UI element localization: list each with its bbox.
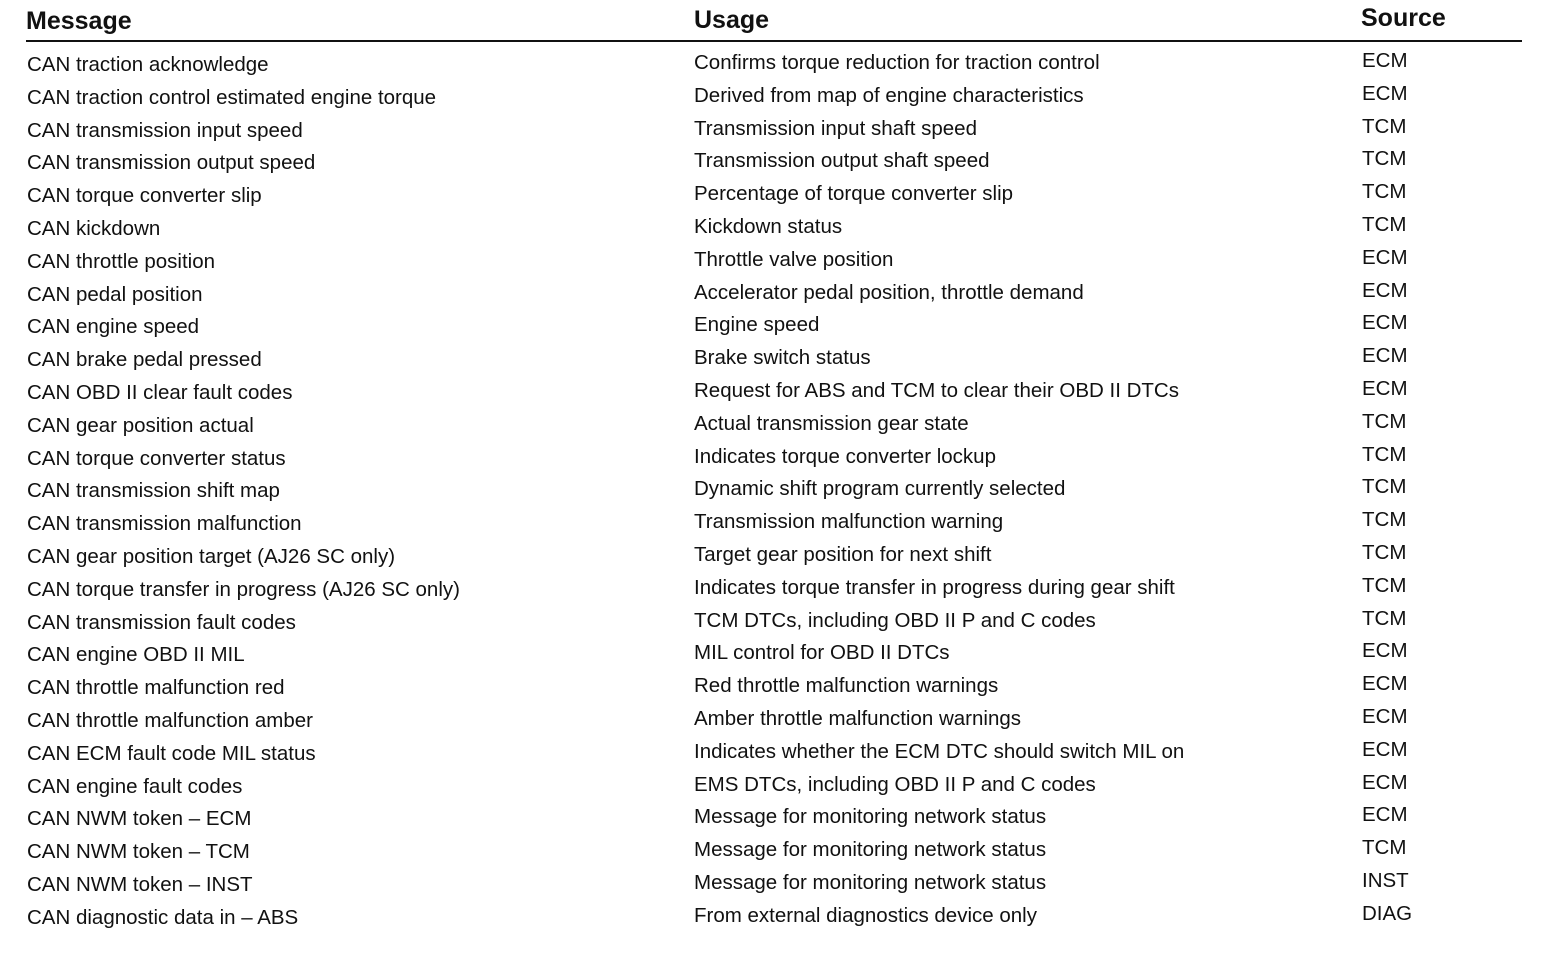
table-header xyxy=(26,0,1522,42)
cell-message: CAN throttle malfunction amber xyxy=(27,708,313,732)
cell-message: CAN gear position target (AJ26 SC only) xyxy=(27,544,396,568)
cell-message: CAN kickdown xyxy=(27,216,161,240)
table-row xyxy=(26,376,1522,409)
table-row xyxy=(26,48,1522,81)
cell-message: CAN NWM token – INST xyxy=(27,872,253,896)
cell-usage: TCM DTCs, including OBD II P and C codes xyxy=(694,608,1096,632)
cell-usage: Transmission input shaft speed xyxy=(694,116,977,140)
cell-message: CAN torque converter status xyxy=(27,446,286,470)
table-row xyxy=(26,606,1522,639)
cell-message: CAN throttle malfunction red xyxy=(27,676,285,700)
cell-usage: Derived from map of engine characteristics xyxy=(694,83,1084,107)
cell-source: TCM xyxy=(1362,147,1407,171)
cell-source: TCM xyxy=(1362,540,1407,564)
table-row xyxy=(26,442,1522,475)
cell-usage: Amber throttle malfunction warnings xyxy=(694,706,1022,730)
cell-source: ECM xyxy=(1362,245,1408,269)
table-row xyxy=(26,901,1522,934)
table-row xyxy=(26,737,1522,770)
cell-usage: Red throttle malfunction warnings xyxy=(694,674,999,698)
cell-usage: Target gear position for next shift xyxy=(694,542,992,566)
cell-message: CAN transmission shift map xyxy=(27,479,280,503)
cell-message: CAN transmission fault codes xyxy=(27,610,296,634)
cell-source: ECM xyxy=(1362,49,1408,72)
cell-source: TCM xyxy=(1362,573,1407,597)
cell-source: TCM xyxy=(1362,409,1407,433)
cell-message: CAN transmission malfunction xyxy=(27,512,302,536)
cell-usage: From external diagnostics device only xyxy=(694,903,1037,927)
cell-usage: Accelerator pedal position, throttle demand xyxy=(694,280,1084,304)
cell-usage: Kickdown status xyxy=(694,214,843,238)
header-source: Source xyxy=(1361,4,1446,32)
table-row xyxy=(26,278,1522,311)
cell-source: ECM xyxy=(1362,639,1408,663)
cell-usage: MIL control for OBD II DTCs xyxy=(694,641,950,665)
table-row xyxy=(26,179,1522,212)
cell-message: CAN transmission output speed xyxy=(27,151,316,175)
table-body xyxy=(26,48,1522,934)
cell-message: CAN throttle position xyxy=(27,249,216,273)
table-row xyxy=(26,540,1522,573)
cell-usage: Confirms torque reduction for traction control xyxy=(694,51,1100,74)
cell-message: CAN traction control estimated engine torque xyxy=(27,85,437,109)
cell-usage: Indicates torque transfer in progress during gear shift xyxy=(694,575,1175,599)
cell-source: TCM xyxy=(1362,836,1407,860)
cell-source: INST xyxy=(1362,868,1409,892)
cell-usage: Percentage of torque converter slip xyxy=(694,182,1014,206)
table-row xyxy=(26,802,1522,835)
table-row xyxy=(26,507,1522,540)
cell-source: TCM xyxy=(1362,212,1407,236)
table-row xyxy=(26,245,1522,278)
cell-message: CAN torque transfer in progress (AJ26 SC only) xyxy=(27,577,460,601)
table-row xyxy=(26,409,1522,442)
cell-source: TCM xyxy=(1362,508,1407,532)
cell-message: CAN engine OBD II MIL xyxy=(27,643,245,667)
table-row xyxy=(26,835,1522,868)
cell-source: ECM xyxy=(1362,803,1408,827)
table-row xyxy=(26,474,1522,507)
cell-message: CAN torque converter slip xyxy=(27,184,262,208)
cell-message: CAN gear position actual xyxy=(27,413,254,437)
table-row xyxy=(26,638,1522,671)
cell-source: ECM xyxy=(1362,770,1408,794)
table-row xyxy=(26,704,1522,737)
table-row xyxy=(26,81,1522,114)
cell-source: TCM xyxy=(1362,606,1407,630)
cell-usage: Request for ABS and TCM to clear their OBD II DTCs xyxy=(694,378,1179,402)
table-row xyxy=(26,212,1522,245)
cell-source: ECM xyxy=(1362,737,1408,761)
table-row xyxy=(26,573,1522,606)
cell-source: TCM xyxy=(1362,114,1407,138)
header-message: Message xyxy=(26,7,132,35)
cell-usage: Message for monitoring network status xyxy=(694,870,1047,894)
table-row xyxy=(26,671,1522,704)
table-row xyxy=(26,114,1522,147)
cell-message: CAN traction acknowledge xyxy=(27,53,269,76)
table-row xyxy=(26,310,1522,343)
table-row xyxy=(26,343,1522,376)
cell-message: CAN NWM token – TCM xyxy=(27,840,250,864)
cell-usage: Indicates whether the ECM DTC should switch MIL on xyxy=(694,739,1185,763)
cell-usage: Message for monitoring network status xyxy=(694,838,1047,862)
cell-usage: Throttle valve position xyxy=(694,247,894,271)
cell-message: CAN engine speed xyxy=(27,315,200,339)
cell-usage: Indicates torque converter lockup xyxy=(694,444,996,468)
cell-usage: EMS DTCs, including OBD II P and C codes xyxy=(694,772,1096,796)
table-row xyxy=(26,868,1522,901)
cell-message: CAN pedal position xyxy=(27,282,203,306)
header-usage: Usage xyxy=(694,6,770,34)
cell-message: CAN transmission input speed xyxy=(27,118,303,142)
cell-usage: Brake switch status xyxy=(694,346,871,370)
cell-message: CAN NWM token – ECM xyxy=(27,807,252,831)
cell-message: CAN brake pedal pressed xyxy=(27,348,262,372)
cell-usage: Message for monitoring network status xyxy=(694,805,1047,829)
cell-usage: Transmission output shaft speed xyxy=(694,149,990,173)
cell-usage: Transmission malfunction warning xyxy=(694,510,1004,534)
cell-usage: Engine speed xyxy=(694,313,820,337)
cell-source: ECM xyxy=(1362,311,1408,335)
cell-source: ECM xyxy=(1362,672,1408,696)
cell-source: ECM xyxy=(1362,81,1408,105)
cell-usage: Actual transmission gear state xyxy=(694,411,969,435)
cell-message: CAN ECM fault code MIL status xyxy=(27,741,316,765)
cell-usage: Dynamic shift program currently selected xyxy=(694,477,1066,501)
cell-source: ECM xyxy=(1362,278,1408,302)
table-row xyxy=(26,146,1522,179)
cell-source: ECM xyxy=(1362,704,1408,728)
cell-message: CAN OBD II clear fault codes xyxy=(27,380,293,404)
cell-source: TCM xyxy=(1362,180,1407,204)
cell-message: CAN engine fault codes xyxy=(27,774,243,798)
cell-source: TCM xyxy=(1362,475,1407,499)
cell-source: DIAG xyxy=(1362,901,1413,925)
cell-source: ECM xyxy=(1362,376,1408,400)
table-row xyxy=(26,770,1522,803)
cell-source: TCM xyxy=(1362,442,1407,466)
cell-source: ECM xyxy=(1362,344,1408,368)
cell-message: CAN diagnostic data in – ABS xyxy=(27,905,299,929)
